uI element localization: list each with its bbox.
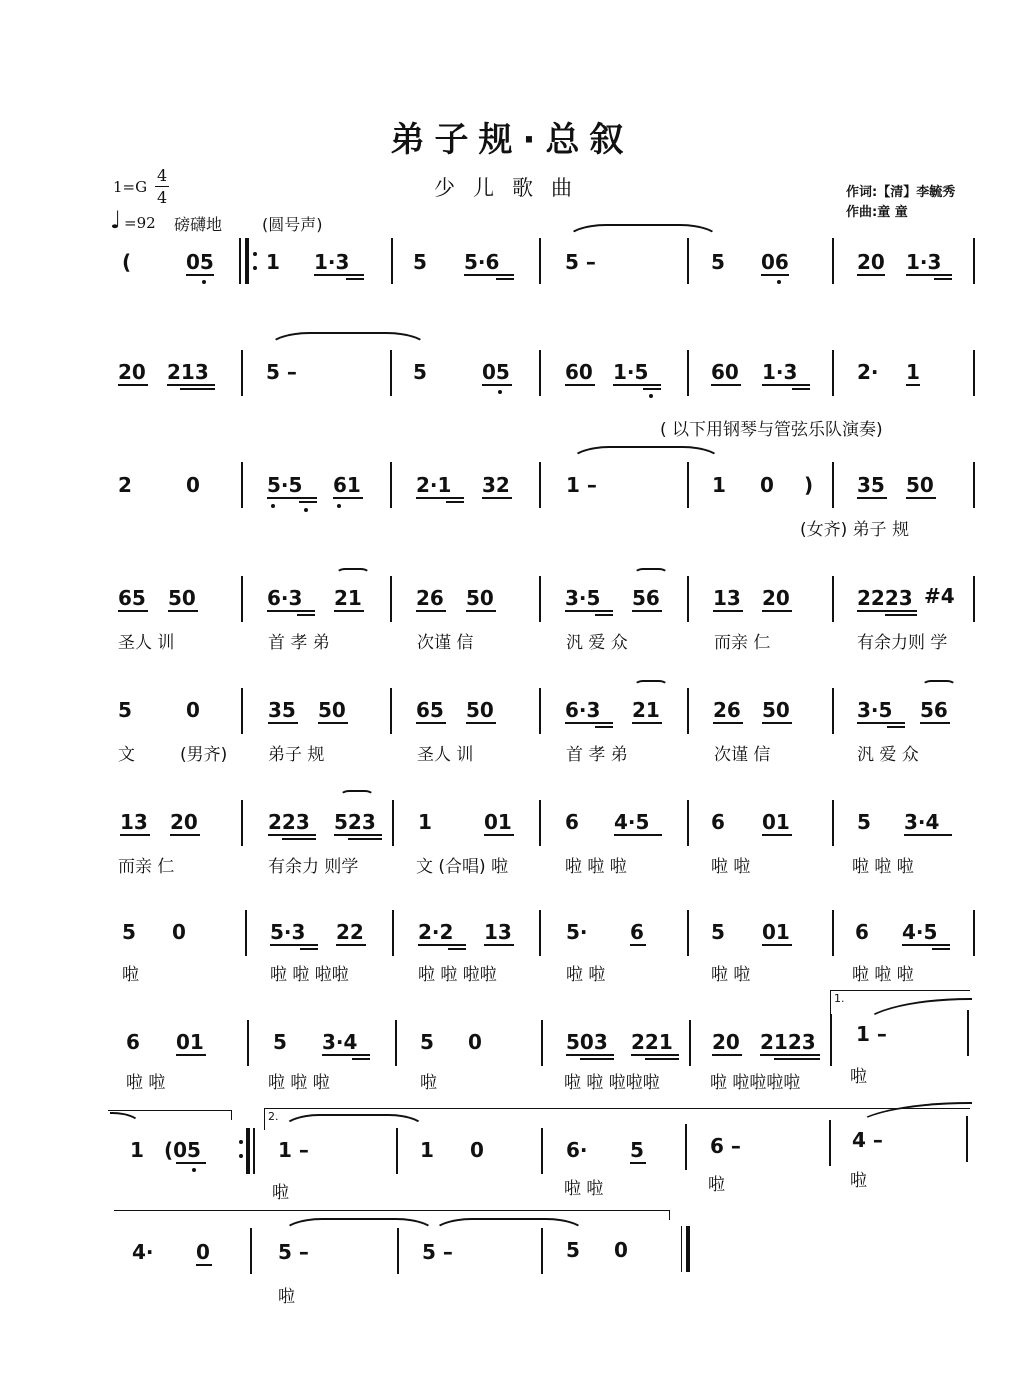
lyric: (女齐) 弟子 规 [800,520,910,540]
note: 6·3 [565,698,601,722]
note: #4 [924,584,955,608]
note: 50 [466,586,494,610]
note: 1 – [566,473,597,497]
note: ) [804,473,814,497]
note: 2123 [760,1030,816,1054]
note: 21 [334,586,362,610]
lyric: 有余力则 学 [857,633,948,653]
note: 0 [172,920,186,944]
lyric: 首 孝 弟 [566,745,628,765]
note: 5 – [422,1240,453,1264]
note: 5 [711,250,725,274]
note: 5 [630,1138,644,1162]
note: 3·5 [565,586,601,610]
note: (05 [164,1138,201,1162]
lyric: 啦 [272,1183,289,1203]
note: 21 [632,698,660,722]
note: 60 [711,360,739,384]
note: 2 [118,473,132,497]
key-signature: 1=G [113,178,148,196]
lyric: 啦 [420,1073,437,1093]
note: 1 [266,250,280,274]
note: 2223 [857,586,913,610]
note: 6 – [710,1134,741,1158]
note: 50 [906,473,934,497]
note: 1 [420,1138,434,1162]
note: 503 [566,1030,608,1054]
note: 223 [268,810,310,834]
note: 1 [906,360,920,384]
lyric: 啦 [708,1175,725,1195]
note: 20 [712,1030,740,1054]
note: 65 [416,698,444,722]
note: 0 [186,473,200,497]
note: 0 [186,698,200,722]
note: 20 [762,586,790,610]
lyric: 而亲 仁 [118,857,175,877]
lyric: 啦 啦 [126,1073,166,1093]
lyric: 啦 啦 啦啦 [270,965,349,985]
note: 13 [484,920,512,944]
note: 05 [186,250,214,274]
note: 4 – [852,1128,883,1152]
note: 32 [482,473,510,497]
lyric: 有余力 则学 [268,857,359,877]
note: 1 [712,473,726,497]
note: ( [122,250,132,274]
note: 1 [130,1138,144,1162]
note: 1·3 [906,250,942,274]
intro-instrument-note: (圆号声) [262,215,323,234]
time-signature-bar [155,186,169,187]
note: 1 [418,810,432,834]
note: 05 [482,360,510,384]
note: 4·5 [902,920,938,944]
note: 0 [468,1030,482,1054]
note: 5 [566,1238,580,1262]
note: 2·2 [418,920,454,944]
note: 3·5 [857,698,893,722]
note: 2·1 [416,473,452,497]
note: 6 [711,810,725,834]
volta-label: 1. [834,992,845,1005]
note: 50 [168,586,196,610]
note: 13 [120,810,148,834]
note: 1 – [856,1022,887,1046]
note: 5 – [565,250,596,274]
volta-bracket [830,990,970,991]
note: 26 [713,698,741,722]
note: 20 [118,360,146,384]
note: 50 [318,698,346,722]
repeat-start [239,238,241,284]
lyric: 啦 [850,1067,867,1087]
lyricist-credit: 作词:【清】李毓秀 [846,185,956,200]
lyric: 汎 爱 众 [566,633,628,653]
note: 2· [857,360,879,384]
time-signature-top: 4 [157,166,168,185]
note: 35 [857,473,885,497]
note: 3·4 [322,1030,358,1054]
note: 3·4 [904,810,940,834]
note: 1·5 [613,360,649,384]
note: 6· [566,1138,588,1162]
lyric: 啦 啦 [566,965,606,985]
lyric: 啦 啦 [564,1179,604,1199]
note: 22 [336,920,364,944]
note: 61 [333,473,361,497]
final-barline [681,1226,682,1272]
lyric: 啦 啦 [711,965,751,985]
note: 6 [126,1030,140,1054]
lyric: 啦 啦 啦 [852,857,914,877]
lyric: 啦 啦 啦 [852,965,914,985]
lyric: 啦 啦 [711,857,751,877]
note: 01 [762,920,790,944]
note: 1·3 [314,250,350,274]
note: 0 [760,473,774,497]
tempo-value: =92 [124,214,156,232]
repeat-end [246,1128,250,1174]
note: 5 – [266,360,297,384]
lyric: 汎 爱 众 [857,745,919,765]
note: 5 [273,1030,287,1054]
lyric: 而亲 仁 [714,633,771,653]
note: 4· [132,1240,154,1264]
volta-bracket [264,1108,970,1109]
note: 4·5 [614,810,650,834]
note: 1·3 [762,360,798,384]
lyric: 文 [118,745,135,765]
lyric: 次谨 信 [417,633,474,653]
note: 01 [762,810,790,834]
note: 6 [630,920,644,944]
lyric: (男齐) [180,745,228,765]
note: 60 [565,360,593,384]
note: 1 – [278,1138,309,1162]
note: 06 [761,250,789,274]
lyric: 啦 [278,1287,295,1307]
lyric: 啦 啦 啦 [565,857,627,877]
lyric: 啦 [850,1171,867,1191]
note: 5 [420,1030,434,1054]
note: 5 [118,698,132,722]
note: 0 [196,1240,210,1264]
instrument-note: ( 以下用钢琴与管弦乐队演奏) [660,420,883,440]
note: 5 [711,920,725,944]
note: 35 [268,698,296,722]
note: 26 [416,586,444,610]
note: 56 [920,698,948,722]
song-subtitle: 少儿歌曲 [434,176,590,200]
lyric: 文 (合唱) 啦 [416,857,509,877]
note: 01 [176,1030,204,1054]
note: 213 [167,360,209,384]
note: 5·3 [270,920,306,944]
note: 5 [857,810,871,834]
note: 65 [118,586,146,610]
note: 20 [170,810,198,834]
note: 20 [857,250,885,274]
slur [432,1218,586,1250]
note: 5 [413,250,427,274]
note: 50 [762,698,790,722]
note: 50 [466,698,494,722]
note: 5· [566,920,588,944]
volta-label: 2. [268,1110,279,1123]
lyric: 圣人 训 [118,633,175,653]
lyric: 啦 啦 啦啦 [418,965,497,985]
note: 56 [632,586,660,610]
composer-credit: 作曲:童 童 [846,205,908,220]
quarter-note-icon: ♩ [110,206,122,234]
lyric: 啦 啦啦啦啦 [710,1073,801,1093]
note: 523 [334,810,376,834]
note: 0 [470,1138,484,1162]
note: 6 [855,920,869,944]
expression-marking: 磅礴地 [174,215,223,234]
time-signature-bottom: 4 [157,188,168,207]
note: 13 [713,586,741,610]
lyric: 圣人 训 [417,745,474,765]
note: 5 – [278,1240,309,1264]
lyric: 啦 [122,965,139,985]
lyric: 次谨 信 [714,745,771,765]
lyric: 首 孝 弟 [268,633,330,653]
note: 01 [484,810,512,834]
lyric: 弟子 规 [268,745,325,765]
note: 0 [614,1238,628,1262]
lyric: 啦 啦 啦 [268,1073,330,1093]
note: 5 [122,920,136,944]
note: 6·3 [267,586,303,610]
song-title: 弟子规·总叙 [390,120,634,160]
note: 5 [413,360,427,384]
note: 6 [565,810,579,834]
lyric: 啦 啦 啦啦啦 [564,1073,660,1093]
note: 5·5 [267,473,303,497]
note: 5·6 [464,250,500,274]
note: 221 [631,1030,673,1054]
